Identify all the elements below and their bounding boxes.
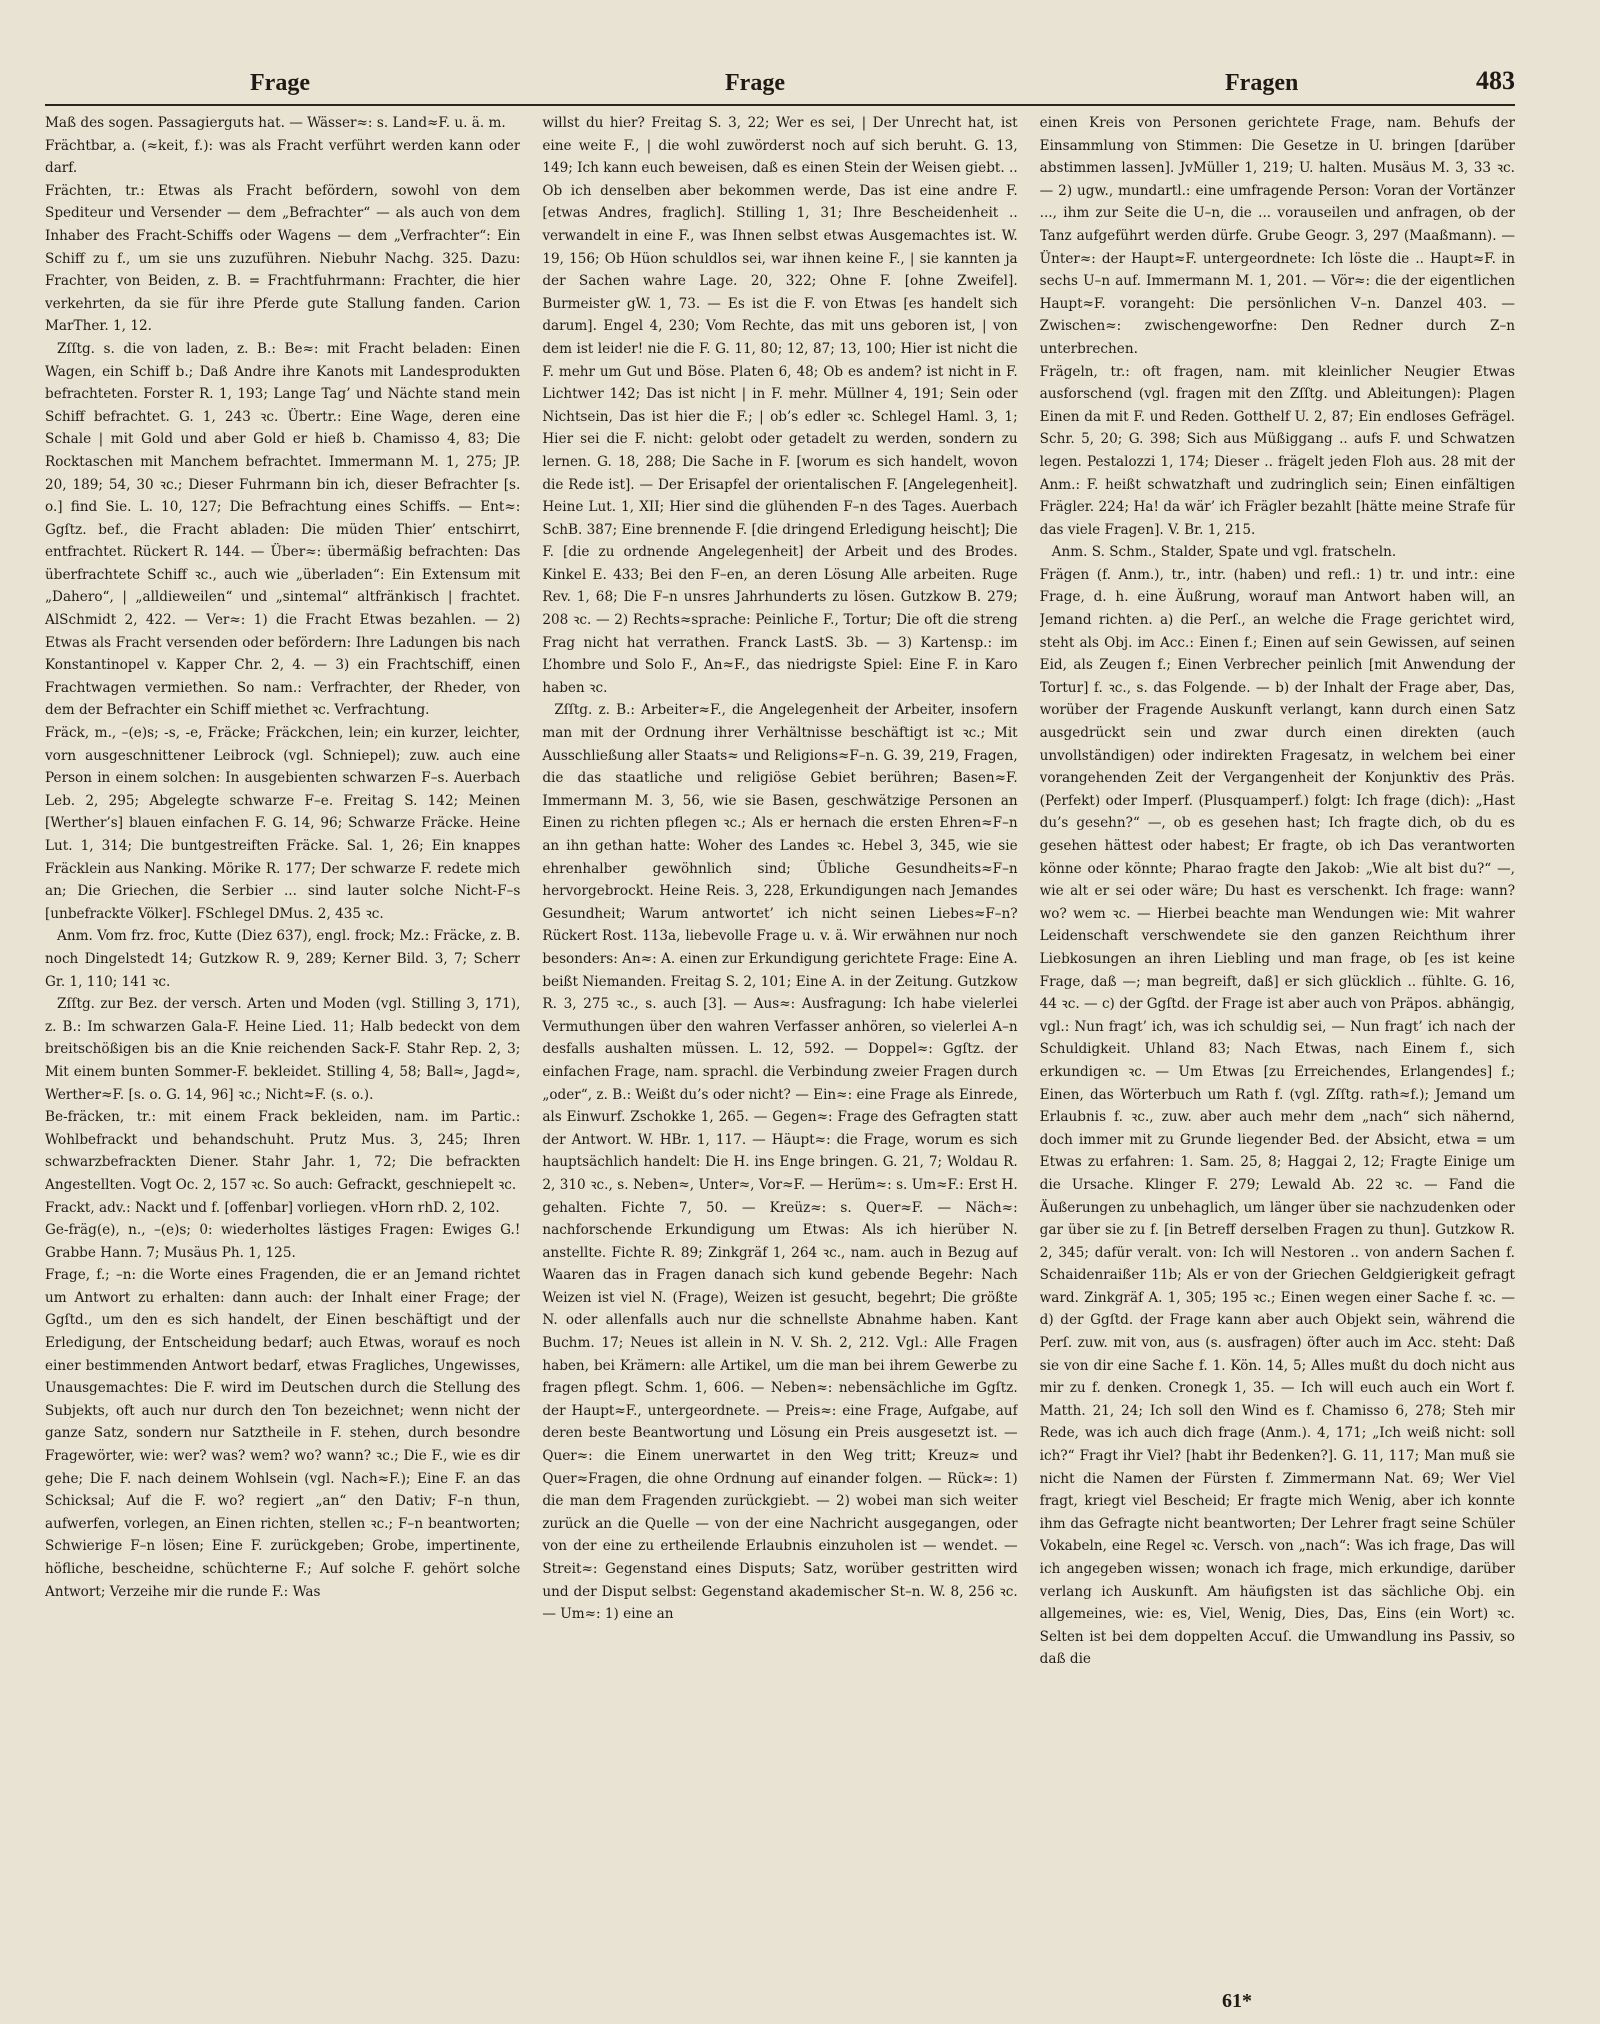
entry-paragraph: willst du hier? Freitag S. 3, 22; Wer es sei, | Der Unrecht hat, ist eine weite F., | die wohl zuwörderst noch auf sich beruht. G. 13, 149; Ich kann euch beweisen, daß es einen Stein der Weisen giebt. .. Ob ich denselben aber bekommen werde, Das ist eine andre F. [etwas Andres, fraglich]. Stilling 1, 31; Ihre Bescheidenheit .. verwandelt in eine F., was Ihnen selbst etwas Ausgemachtes ist. W. 19, 156; Ob Hüon schuldlos sei, war ihnen keine F., | sie kannten ja der Sachen wahre Lage. 20, 322; Ohne F. [ohne Zweifel]. Burmeister gW. 1, 73. — Es ist die F. von Etwas [es handelt sich darum]. Engel 4, 230; Vom Rechte, das mit uns geboren ist, | von dem ist leider! nie die F. G. 11, 80; 12, 87; 13, 100; Hier ist nicht die F. mehr um Gut und Böse. Platen 6, 48; Ob es andem? ist nicht in F. Lichtwer 142; Das ist nicht | in F. mehr. Müllner 4, 191; Sein oder Nichtsein, Das ist hier die F.; | ob’s edler ꝛc. Schlegel Haml. 3, 1; Hier sei die F. nicht: gelobt oder getadelt zu werden, sondern zu lernen. G. 18, 288; Die Sache in F. [worum es sich handelt, wovon die Rede ist]. — Der Erisapfel der orientalischen F. [Angelegenheit]. Heine Lut. 1, XII; Hier sind die glühenden F–n des Tages. Auerbach SchB. 387; Eine brennende F. [die dringend Erledigung heischt]; Die F. [die zu ordnende Angelegenheit] der Arbeit und des Brodes. Kinkel E. 433; Bei den F–en, an deren Lösung Alle arbeiten. Ruge Rev. 1, 68; Die F–n unsres Jahrhunderts zu lösen. Gutzkow B. 279; 208 ꝛc. — 2) Rechts≈sprache: Peinliche F., Tortur; Die oft die streng Frag nicht hat verrathen. Franck LastS. 3b. — 3) Kartensp.: im L’hombre und Solo F., An≈F., das niedrigste Spiel: Eine F. in Karo haben ꝛc.: [542, 115, 1018, 696]
running-headword-left: Frage: [250, 70, 310, 96]
entry-paragraph: Frägen (f. Anm.), tr., intr. (haben) und refl.: 1) tr. und intr.: eine Frage, d. h. eine Äußrung, worauf man Antwort haben will, an Jemand richten. a) die Perſ., an welche die Frage gerichtet wird, steht als Obj. im Acc.: Einen f.; Einen auf sein Gewissen, auf seinen Eid, als Zeugen f.; Einen Verbrecher peinlich [mit Anwendung der Tortur] f. ꝛc., s. das Folgende. — b) der Inhalt der Frage aber, Das, worüber der Fragende Auskunft verlangt, kann durch einen Satz ausgedrückt sein und zwar durch einen direkten (auch unvollständigen) oder indirekten Fragesatz, in welchem bei einer vorangehenden Zeit der Vergangenheit der Konjunktiv des Präs. (Perfekt) oder Imperf. (Plusquamperf.) folgt: Ich frage (dich): „Hast du’s gesehn?“ —, ob es gesehen hast; Ich fragte dich, ob du es gesehen hättest oder habest; Er fragte, ob ich Das verantworten könne oder könnte; Pharao fragte den Jakob: „Wie alt bist du?“ —, wie alt er sei oder wäre; Du hast es verschenkt. Ich frage: wann? wo? wem ꝛc. — Hierbei beachte man Wendungen wie: Mit wahrer Leidenschaft verschwendete sie den ganzen Reichthum ihrer Liebkosungen an ihren Liebling und man frage, ob [es ist keine Frage, daß —; man begreift, daß] er sich glücklich .. fühlte. G. 16, 44 ꝛc. — c) der Ggſtd. der Frage ist aber auch von Präpos. abhängig, vgl.: Nun fragt’ ich, was ich schuldig sei, — Nun fragt’ ich nach der Schuldigkeit. Uhland 83; Nach Etwas, nach Einem f., sich erkundigen ꝛc. — Um Etwas [zu Erreichendes, Erlangendes] f.; Einen, das Wörterbuch um Rath f. (vgl. Zſſtg. rath≈f.); Jemand um Erlaubnis f. ꝛc., zuw. aber auch mehr dem „nach“ sich nähernd, doch immer mit zu Grunde liegender Bed. der Absicht, etwa = um Etwas zu erfahren: 1. Sam. 25, 8; Haggai 2, 12; Fragte Einige um die Ursache. Klinger F. 279; Lewald Ab. 22 ꝛc. — Fand die Äußerungen zu unbehaglich, um länger über sie nachzudenken oder gar über sie zu f. [in Betreff derselben Fragen zu thun]. Gutzkow R. 2, 345; dafür veralt. von: Ich will Nestoren .. von andern Sachen f. Schaidenraißer 11b; Als er von der Griechen Geldgierigkeit gefragt ward. Zinkgräf A. 1, 305; 195 ꝛc.; Einen wegen einer Sache f. ꝛc. — d) der Ggſtd. der Frage kann aber auch Objekt sein, während die Perſ. zuw. mit von, aus (s. ausfragen) öfter auch im Acc. steht: Daß sie von dir eine Sache f. 1. Kön. 14, 5; Alles mußt du doch nicht aus mir zu f. denken. Cronegk 1, 35. — Ich will euch auch ein Wort f. Matth. 21, 24; Ich soll den Wind es f. Chamisso 6, 278; Steh mir Rede, was ich auch dich frage (Anm.). 4, 171; „Ich weiß nicht: soll ich?“ Fragt ihr Viel? [habt ihr Bedenken?]. G. 11, 117; Man muß sie nicht die Namen der Fürsten f. Zimmermann Nat. 69; Wer Viel fragt, kriegt viel Bescheid; Er fragte mich Wenig, aber ich konnte ihm das Gefragte nicht beantworten; Der Lehrer fragt seine Schüler Vokabeln, eine Regel ꝛc. Versch. von „nach“: Was ich frage, Das will ich angegeben wissen; wonach ich frage, mich erkundige, darüber verlang ich Auskunft. Am häufigsten ist das sächliche Obj. ein allgemeines, wie: es, Viel, Wenig, Dies, Das, Eins (ein Wort) ꝛc. Selten ist bei dem doppelten Accuſ. die Umwandlung ins Passiv, so daß die: [1039, 566, 1515, 1668]
entry-paragraph: Frage, f.; –n: die Worte eines Fragenden, die er an Jemand richtet um Antwort zu erhalten: dann auch: der Inhalt einer Frage; der Ggſtd., um den es sich handelt, der Einen beschäftigt und der Erledigung, der Entscheidung bedarf; auch Etwas, worauf es noch einer bestimmenden Antwort bedarf, etwas Fragliches, Ungewisses, Unausgemachtes: Die F. wird im Deutschen durch die Stellung des Subjekts, oft auch nur durch den Ton bezeichnet; wenn nicht der ganze Satz, sondern nur Satztheile in F. stehen, durch besondre Fragewörter, wie: wer? was? wem? wo? wann? ꝛc.; Die F., wie es dir gehe; Die F. nach deinem Wohlsein (vgl. Nach≈F.); Eine F. an das Schicksal; Auf die F. wo? regiert „an“ den Dativ; F–n thun, aufwerfen, vorlegen, an Einen richten, stellen ꝛc.; F–n beantworten; Schwierige F–n lösen; Eine F. zurückgeben; Grobe, impertinente, höfliche, bescheidne, schüchterne F.; Auf solche F. gehört solche Antwort; Verzeihe mir die runde F.: Was: [45, 1267, 521, 1600]
running-headword-center: Frage: [725, 70, 785, 96]
column-left: [45, 112, 520, 1902]
entry-paragraph: Zſſtg. z. B.: Arbeiter≈F., die Angelegenheit der Arbeiter, insofern man mit der Ordnung ihrer Verhältnisse beschäftigt ist ꝛc.; Mit Ausschließung aller Staats≈ und Religions≈F–n. G. 39, 219, Fragen, die das staatliche und religiöse Gebiet berühren; Basen≈F. Immermann M. 3, 56, wie sie Basen, geschwätzige Personen an Einen zu richten pflegen ꝛc.; Als er hernach die ersten Ehren≈F–n an ihn gethan hatte: Woher des Landes ꝛc. Hebel 3, 345, wie sie ehrenhalber gewöhnlich sind; Übliche Gesundheits≈F–n hervorgebrockt. Heine Reis. 3, 228, Erkundigungen nach Jemandes Gesundheit; Warum antwortet’ ich nicht seinen Liebes≈F–n? Rückert Rost. 113a, liebevolle Frage u. v. ä. Wir erwähnen nur noch besonders: An≈: A. einen zur Erkundigung gerichtete Frage: Eine A. beißt Niemanden. Freitag S. 2, 101; Eine A. in der Zeitung. Gutzkow R. 3, 275 ꝛc., s. auch [3]. — Aus≈: Ausfragung: Ich habe vielerlei Vermuthungen über den wahren Verfasser anhören, so vielerlei A–n desfalls aushalten müssen. L. 12, 592. — Doppel≈: Ggſtz. der einfachen Frage, nam. sprachl. die Verbindung zweier Fragen durch „oder“, z. B.: Weißt du’s oder nicht? — Ein≈: eine Frage als Einrede, als Einwurf. Zschokke 1, 265. — Gegen≈: Frage des Gefragten statt der Antwort. W. HBr. 1, 117. — Häupt≈: die Frage, worum es sich hauptsächlich handelt: Die H. ins Enge bringen. G. 21, 7; Woldau R. 2, 310 ꝛc., s. Neben≈, Unter≈, Vor≈F. — Herüm≈: s. Um≈F.: Erst H. gehalten. Fichte 7, 50. — Kreüz≈: s. Quer≈F. — Näch≈: nachforschende Erkundigung um Etwas: Als ich hierüber N. anstellte. Fichte R. 89; Zinkgräf 1, 264 ꝛc., nam. auch in Bezug auf Waaren das in Fragen danach sich kund gebende Begehr: Nach Weizen ist viel N. (Frage), Weizen ist gesucht, begehrt; Die größte N. oder allenfalls auch nur die schnellste Abnahme haben. Kant Buchm. 17; Neues ist allein in N. V. Sh. 2, 212. Vgl.: Alle Fragen haben, bei Krämern: alle Artikel, um die man bei ihrem Gewerbe zu fragen pflegt. Schm. 1, 606. — Neben≈: nebensächliche im Ggſtz. der Haupt≈F., untergeordnete. — Preis≈: eine Frage, Aufgabe, auf deren beste Beantwortung und Lösung ein Preis ausgesetzt ist. — Quer≈: die Einem unerwartet in den Weg tritt; Kreuz≈ und Quer≈Fragen, die ohne Ordnung auf einander folgen. — Rück≈: 1) die man dem Fragenden zurückgiebt. — 2) wobei man sich weiter zurück an die Quelle — von der eine Nachricht ausgegangen, oder von der eine zu ertheilende Erlaubnis einzuholen ist — wendet. — Streit≈: Gegenstand eines Disputs; Satz, worüber gestritten wird und der Disput selbst: Gegenstand akademischer St–n. W. 8, 256 ꝛc. — Um≈: 1) eine an: [542, 702, 1018, 1623]
column-right: [1040, 112, 1515, 1902]
entry-paragraph: Frächtbar, a. (≈keit, f.): was als Fracht verführt werden kann oder darf.: [45, 137, 521, 177]
signature-mark: 61*: [1222, 1990, 1252, 2012]
entry-paragraph: Fräck, m., –(e)s; -s, -e, Fräcke; Fräckchen, lein; ein kurzer, leichter, vorn ausgeschnittener Leibrock (vgl. Schniepel); zuw. auch eine Person in einem solchen: In ausgebienten schwarzen F–s. Auerbach Leb. 2, 295; Abgelegte schwarze F–e. Freitag S. 142; Meinen [Werther’s] blauen einfachen F. G. 14, 96; Schwarze Fräcke. Heine Lut. 1, 314; Die buntgestreiften Fräcke. Sal. 1, 26; Ein knappes Fräcklein aus Nanking. Mörike R. 177; Der schwarze F. redete mich an; Die Griechen, die Serbier ... sind lauter solche Nicht-F–s [unbefrackte Völker]. FSchlegel DMus. 2, 435 ꝛc.: [45, 725, 521, 922]
header-rule: [45, 104, 1515, 106]
page-number: 483: [1476, 66, 1515, 95]
text-columns: [45, 112, 1515, 1902]
page-header: [45, 60, 1515, 104]
entry-paragraph: Be-fräcken, tr.: mit einem Frack bekleiden, nam. im Partic.: Wohlbefrackt und behandschuht. Prutz Mus. 3, 245; Ihren schwarzbefrackten Diener. Stahr Jahr. 1, 72; Die befrackten Angestellten. Vogt Oc. 2, 157 ꝛc. So auch: Gefrackt, geschniepelt ꝛc.: [45, 1109, 521, 1193]
entry-paragraph: Ge-fräg(e), n., –(e)s; 0: wiederholtes lästiges Fragen: Ewiges G.! Grabbe Hann. 7; Musäus Ph. 1, 125.: [45, 1222, 521, 1261]
column-middle: [542, 112, 1017, 1902]
entry-paragraph: einen Kreis von Personen gerichtete Frage, nam. Behufs der Einsammlung von Stimmen: Die Gesetze in U. bringen [darüber abstimmen lassen]. JvMüller 1, 219; U. halten. Musäus M. 3, 33 ꝛc. — 2) ugw., mundartl.: eine umfragende Person: Voran der Vortänzer ..., ihm zur Seite die U–n, die ... vorauseilen und anfragen, ob der Tanz aufgeführt werden dürfe. Grube Geogr. 3, 297 (Maaßmann). — Ünter≈: der Haupt≈F. untergeordnete: Ich löste die .. Haupt≈F. in sechs U–n auf. Immermann M. 1, 201. — Vör≈: die der eigentlichen Haupt≈F. vorangeht: Die persönlichen V–n. Danzel 403. — Zwischen≈: zwischengeworfne: Den Redner durch Z–n unterbrechen.: [1039, 115, 1515, 357]
entry-note: Anm. S. Schm., Stalder, Spate und vgl. fratscheln.: [1051, 544, 1397, 561]
entry-note: Anm. Vom frz. froc, Kutte (Diez 637), engl. frock; Mz.: Fräcke, z. B. noch Dingelstedt 14; Gutzkow R. 9, 289; Kerner Bild. 3, 7; Scherr Gr. 1, 110; 141 ꝛc.: [45, 928, 521, 990]
entry-paragraph: Zſſtg. zur Bez. der versch. Arten und Moden (vgl. Stilling 3, 171), z. B.: Im schwarzen Gala-F. Heine Lied. 11; Halb bedeckt von dem breitschößigen bis an die Knie reichenden Sack-F. Stahr Rep. 2, 3; Mit einem bunten Sommer-F. bekleidet. Stilling 4, 58; Ball≈, Jagd≈, Werther≈F. [s. o. G. 14, 96] ꝛc.; Nicht≈F. (s. o.).: [45, 996, 521, 1103]
entry-paragraph: Frächten, tr.: Etwas als Fracht befördern, sowohl von dem Spediteur und Versender — dem „Befrachter“ — als auch von dem Inhaber des Fracht-Schiffs oder Wagens — dem „Verfrachter“: Ein Schiff zu f., um sie uns zuzuführen. Niebuhr Nachg. 325. Dazu: Frachter, von Beiden, z. B. = Frachtfuhrmann: Frachter, die hier verkehrten, da sie für ihre Pferde gute Stallung fanden. Carion MarTher. 1, 12.: [45, 182, 521, 335]
entry-paragraph: Frägeln, tr.: oft fragen, nam. mit kleinlicher Neugier Etwas ausforschend (vgl. fragen mit den Zſſtg. und Ableitungen): Plagen Einen da mit F. und Reden. Gotthelf U. 2, 87; Ein endloses Gefrägel. Schr. 5, 20; G. 398; Sich aus Müßiggang .. aufs F. und Schwatzen legen. Pestalozzi 1, 174; Dieser .. frägelt jeden Floh aus. 28 mit der Anm.: F. heißt schwatzhaft und zudringlich sein; Einen einfältigen Frägler. 224; Ha! da wär’ ich Frägler bezahlt [hätte meine Strafe für das viele Fragen]. V. Br. 1, 215.: [1039, 363, 1515, 538]
entry-paragraph: Zſſtg. s. die von laden, z. B.: Be≈: mit Fracht beladen: Einen Wagen, ein Schiff b.; Daß Andre ihre Kanots mit Landesprodukten befrachteten. Forster R. 1, 193; Lange Tag’ und Nächte stand mein Schiff befrachtet. G. 1, 243 ꝛc. Übertr.: Eine Wage, deren eine Schale | mit Gold und aber Gold er hieß b. Chamisso 4, 83; Die Rocktaschen mit Manchem befrachtet. Immermann M. 1, 275; JP. 20, 189; 54, 30 ꝛc.; Dieser Fuhrmann bin ich, dieser Befrachter [s. o.] find Sie. L. 10, 127; Die Befrachtung eines Schiffs. — Ent≈: Ggſtz. bef., die Fracht abladen: Die müden Thier’ entschirrt, entfrachtet. Rückert R. 144. — Über≈: übermäßig befrachten: Das überfrachtete Schiff ꝛc., auch wie „überladen“: Ein Extensum mit „Dahero“, | „alldieweilen“ und „sintemal“ altfränkisch | frachtet. AlSchmidt 2, 422. — Ver≈: 1) die Fracht Etwas bezahlen. — 2) Etwas als Fracht versenden oder befördern: Ihre Ladungen bis nach Konstantinopel v. Kapper Chr. 2, 4. — 3) ein Frachtschiff, einen Frachtwagen vermiethen. So nam.: Verfrachter, der Rheder, von dem der Befrachter ein Schiff miethet ꝛc. Verfrachtung.: [45, 340, 521, 719]
entry-paragraph: Maß des sogen. Passagierguts hat. — Wässer≈: s. Land≈F. u. ä. m.: [45, 115, 506, 131]
running-headword-right: Fragen: [1225, 70, 1299, 96]
entry-paragraph: Frackt, adv.: Nackt und f. [offenbar] vorliegen. vHorn rhD. 2, 102.: [45, 1199, 500, 1216]
